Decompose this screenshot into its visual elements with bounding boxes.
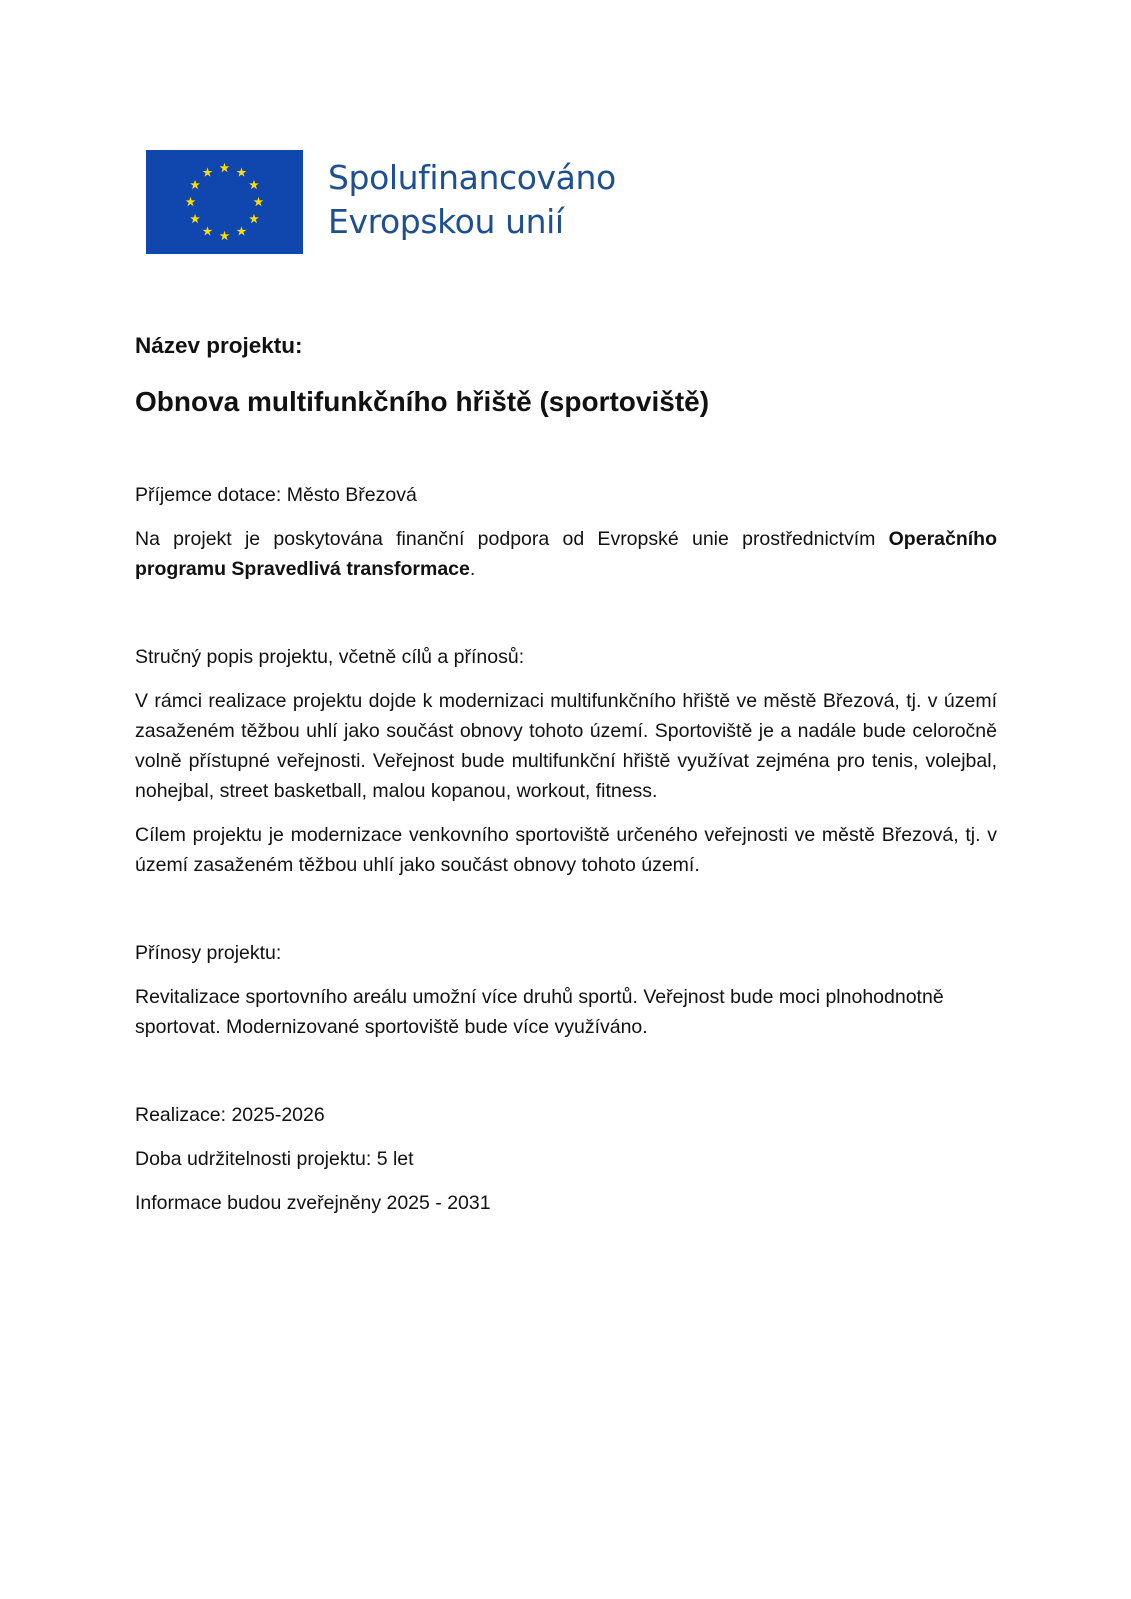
publication-period: Informace budou zveřejněny 2025 - 2031	[135, 1192, 491, 1214]
support-end: .	[469, 558, 476, 580]
description-paragraph-1: V rámci realizace projektu dojde k modernizaci multifunkčního hřiště ve městě Březová, tj. v území zasaženém těžbou uhlí jako součást obnovy tohoto území. Sportoviště je a nadále bude celoročně volně přístupné veřejnosti. Veřejnost bude multifunkční hřiště využívat zejména pro tenis, volejbal, nohejbal, street basketball, malou kopanou, workout, fitness.	[135, 690, 997, 802]
realization-period: Realizace: 2025-2026	[135, 1104, 325, 1126]
benefits-paragraph: Revitalizace sportovního areálu umožní více druhů sportů. Veřejnost bude moci plnohodnotně sportovat. Modernizované sportoviště bude více využíváno.	[135, 986, 944, 1038]
benefits-heading: Přínosy projektu:	[135, 942, 282, 964]
support-text: Na projekt je poskytována finanční podpora od Evropské unie prostřednictvím	[135, 528, 889, 550]
sustainability-period: Doba udržitelnosti projektu: 5 let	[135, 1148, 414, 1170]
project-title: Obnova multifunkčního hřiště (sportoviště)	[135, 386, 710, 417]
support-statement	[135, 524, 997, 584]
logo-text	[328, 156, 616, 244]
description-paragraph-2: Cílem projektu je modernizace venkovního sportoviště určeného veřejnosti ve městě Březová, tj. v území zasaženém těžbou uhlí jako součást obnovy tohoto území.	[135, 824, 997, 876]
logo-line-1: Spolufinancováno	[328, 158, 616, 197]
support-program: Operačního programu Spravedlivá transformace	[135, 528, 997, 580]
eu-cofinanced-logo	[146, 150, 646, 254]
description-heading: Stručný popis projektu, včetně cílů a přínosů:	[135, 646, 525, 668]
document-body	[135, 330, 997, 1218]
eu-flag-icon	[146, 150, 303, 254]
logo-line-2: Evropskou unií	[328, 202, 564, 241]
grant-recipient: Příjemce dotace: Město Březová	[135, 484, 417, 506]
project-name-label: Název projektu:	[135, 333, 303, 358]
